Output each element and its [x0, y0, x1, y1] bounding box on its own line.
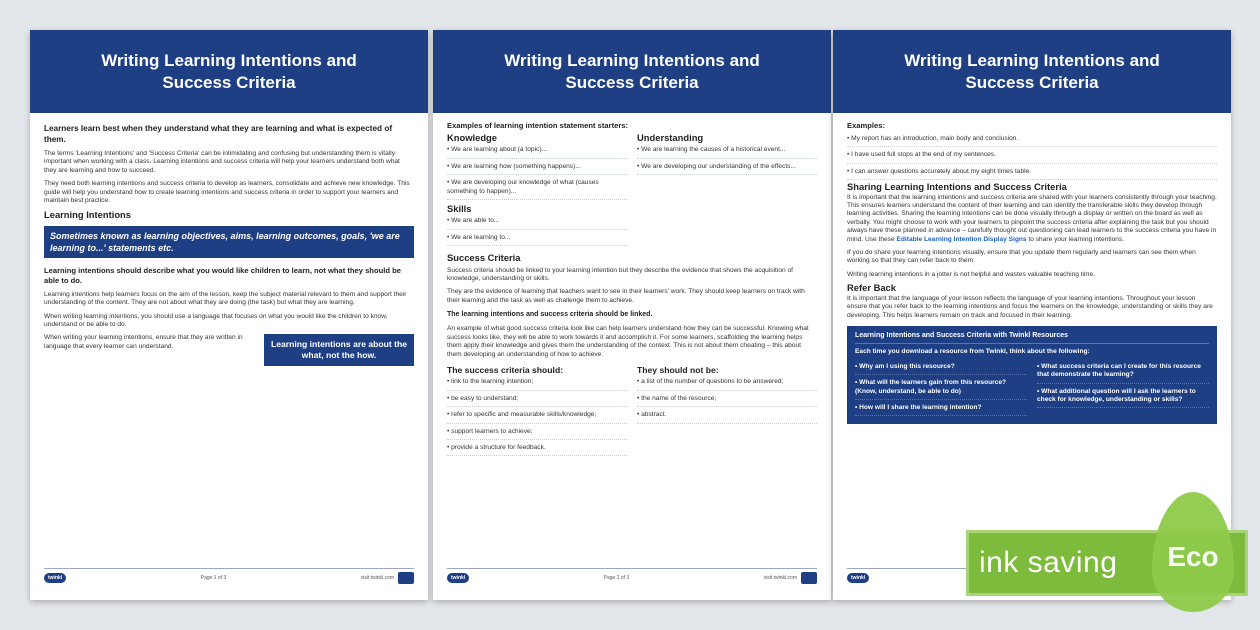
paragraph: The terms 'Learning Intentions' and 'Success Criteria' can be intimidating and confusing but understanding them is vitally important when working with a class. Learning intentions and success criteria will help your learners understand both what they are learning and how to succeed. — [44, 150, 400, 174]
list-item: • I have used full stops at the end of my sentences. — [847, 149, 1217, 163]
list-item: • I can answer questions accurately about my eight times table. — [847, 166, 1217, 180]
knowledge-heading: Knowledge — [447, 132, 498, 143]
page-footer — [44, 568, 414, 584]
page-number: Page 2 of 3 — [603, 575, 630, 581]
list-item: • We are learning the causes of a historical event... — [637, 144, 817, 158]
list-item: • What will the learners gain from this resource? (Know, understand, be able to do) — [855, 377, 1027, 400]
paragraph: Writing learning intentions in a jotter is not helpful and wastes valuable teaching time. — [847, 270, 1096, 278]
what-not-how-callout: Learning intentions are about the what, not the how. — [264, 334, 414, 366]
site-text: visit twinkl.com — [360, 575, 394, 581]
page-number: Page 1 of 3 — [200, 575, 227, 581]
list-item: • We are developing our understanding of the effects... — [637, 161, 817, 175]
examples-list — [847, 133, 1217, 180]
badge-icon — [801, 572, 817, 584]
page-1 — [30, 30, 428, 600]
list-item: • How will I share the learning intention? — [855, 402, 1027, 416]
paragraph: It is important that the language of your lesson reflects the language of your learning intentions. Throughout your lesson ensure that you refer back to the learning intentions and focus the learners on the knowledge, understanding or skills they are developing. This helps learners remain on track and focused in their learning. — [847, 294, 1213, 319]
paragraph: Learning intentions help learners focus on the aim of the lesson, keep the subject material relevant to them and support their understanding of the content. They are not about what they are doing (the task) but what they are learning. — [44, 290, 407, 307]
skills-list — [447, 215, 627, 246]
list-item: • We are developing our knowledge of what (causes something to happen)... — [447, 177, 627, 200]
paragraph: Success criteria should be linked to your learning intention but they describe the evidence that shows the acquisition of knowledge, understanding or skills. — [447, 266, 794, 283]
box-title: Learning Intentions and Success Criteria with Twinkl Resources — [855, 332, 1209, 344]
list-item: • refer to specific and measurable skills/knowledge; — [447, 409, 627, 423]
intro-text: Learners learn best when they understand what they are learning and what is expected of them. — [44, 124, 393, 144]
eco-label: Eco — [1167, 541, 1219, 572]
skills-heading: Skills — [447, 203, 472, 215]
box-right-list — [1037, 361, 1209, 411]
page-footer — [447, 568, 817, 584]
list-item: • My report has an introduction, main body and conclusion. — [847, 133, 1217, 147]
list-item: • link to the learning intention; — [447, 376, 627, 390]
should-not-heading: They should not be: — [637, 364, 719, 375]
paragraph: When writing learning intentions, you should use a language that focuses on what you would like the children to know, understand or be able to do. — [44, 312, 388, 329]
linked-text: The learning intentions and success criteria should be linked. — [447, 311, 653, 319]
list-item: • We are learning how (something happens)... — [447, 161, 627, 175]
list-item: • We are learning about (a topic)... — [447, 144, 627, 158]
sharing-heading: Sharing Learning Intentions and Success Criteria — [847, 181, 1067, 193]
paragraph: When writing your learning intentions, ensure that they are written in language that every learner can understand. — [44, 334, 243, 350]
paragraph: An example of what good success criteria look like can help learners understand how they can be successful. Knowing what success looks like, they will be able to work towards it and accomplish it. For some learners, scaffolding the learning helps them apply their knowledge and gives them the understanding of the context. This is not about them cheating – this about them developing an understanding of how to achieve. — [447, 325, 809, 358]
page-1-title: Writing Learning Intentions and Success Criteria — [30, 30, 428, 113]
describe-text: Learning intentions should describe what you would like children to learn, not what they should be able to do. — [44, 265, 401, 285]
twinkl-resources-box — [847, 326, 1217, 424]
list-item: • a list of the number of questions to be answered; — [637, 376, 817, 390]
paragraph: They are the evidence of learning that teachers want to see in their learners' work. They should keep learners on track with their learning and the task as well as challenge them to achieve. — [447, 288, 805, 304]
examples-heading: Examples of learning intention statement starters: — [447, 121, 629, 130]
aims-banner: Sometimes known as learning objectives, aims, learning outcomes, goals, 'we are learning to...' statements etc. — [44, 226, 414, 258]
refer-back-heading: Refer Back — [847, 282, 896, 294]
should-not-list — [637, 376, 817, 423]
list-item: • What additional question will I ask the learners to check for knowledge, understanding or skills? — [1037, 386, 1209, 409]
paragraph — [847, 194, 1217, 244]
should-heading: The success criteria should: — [447, 364, 564, 375]
twinkl-logo: twinkl — [44, 573, 66, 583]
box-subtitle: Each time you download a resource from Twinkl, think about the following: — [855, 348, 1090, 356]
list-item: • We are learning to... — [447, 232, 627, 246]
paragraph: They need both learning intentions and success criteria to develop as learners, consolidate and achieve new knowledge. This guide will help you understand how to create learning intentions and success criteria in order to support your learners and maintain best practice. — [44, 180, 410, 205]
list-item: • We are able to... — [447, 215, 627, 229]
twinkl-logo: twinkl — [447, 573, 469, 583]
ink-saving-label: ink saving — [979, 546, 1118, 579]
list-item: • support learners to achieve; — [447, 426, 627, 440]
page-3-title: Writing Learning Intentions and Success Criteria — [833, 30, 1231, 113]
badge-icon — [398, 572, 414, 584]
display-signs-link[interactable]: Editable Learning Intention Display Signs — [896, 235, 1027, 243]
list-item: • provide a structure for feedback. — [447, 442, 627, 456]
sharing-text: It is important that the learning intentions and success criteria are shared with your learners consistently through your teaching. This ensures learners understand the content of their learning and can identify the transferable skills they develop through learning activities. Sharing the learning intentions can be done visually through a display or written on the board as well as verbally. You might choose to work with your learners to pinpoint the success criteria after explaining the task but you should always have these planned in advance – carefully thought out questioning can lead learners to the success criteria you have in mind. Use these — [847, 193, 1217, 243]
list-item: • What success criteria can I create for this resource that demonstrate the learning? — [1037, 361, 1209, 384]
understanding-heading: Understanding — [637, 132, 704, 143]
page-2-title: Writing Learning Intentions and Success Criteria — [433, 30, 831, 113]
examples-heading: Examples: — [847, 121, 885, 130]
paragraph: If you do share your learning intentions visually, ensure that you update them regularly and learners can see them when working so that they can refer back to them. — [847, 249, 1196, 265]
success-criteria-heading: Success Criteria — [447, 252, 521, 264]
should-list — [447, 376, 627, 456]
box-left-list — [855, 361, 1027, 419]
list-item: • the name of the resource; — [637, 393, 817, 407]
list-item: • Why am I using this resource? — [855, 361, 1027, 375]
list-item: • abstract. — [637, 409, 817, 423]
site-text: visit twinkl.com — [763, 575, 797, 581]
list-item: • be easy to understand; — [447, 393, 627, 407]
learning-intentions-heading: Learning Intentions — [44, 209, 131, 221]
twinkl-logo: twinkl — [847, 573, 869, 583]
sharing-tail: to share your learning intentions. — [1028, 235, 1125, 243]
knowledge-list — [447, 144, 627, 200]
page-2 — [433, 30, 831, 600]
understanding-list — [637, 144, 817, 175]
